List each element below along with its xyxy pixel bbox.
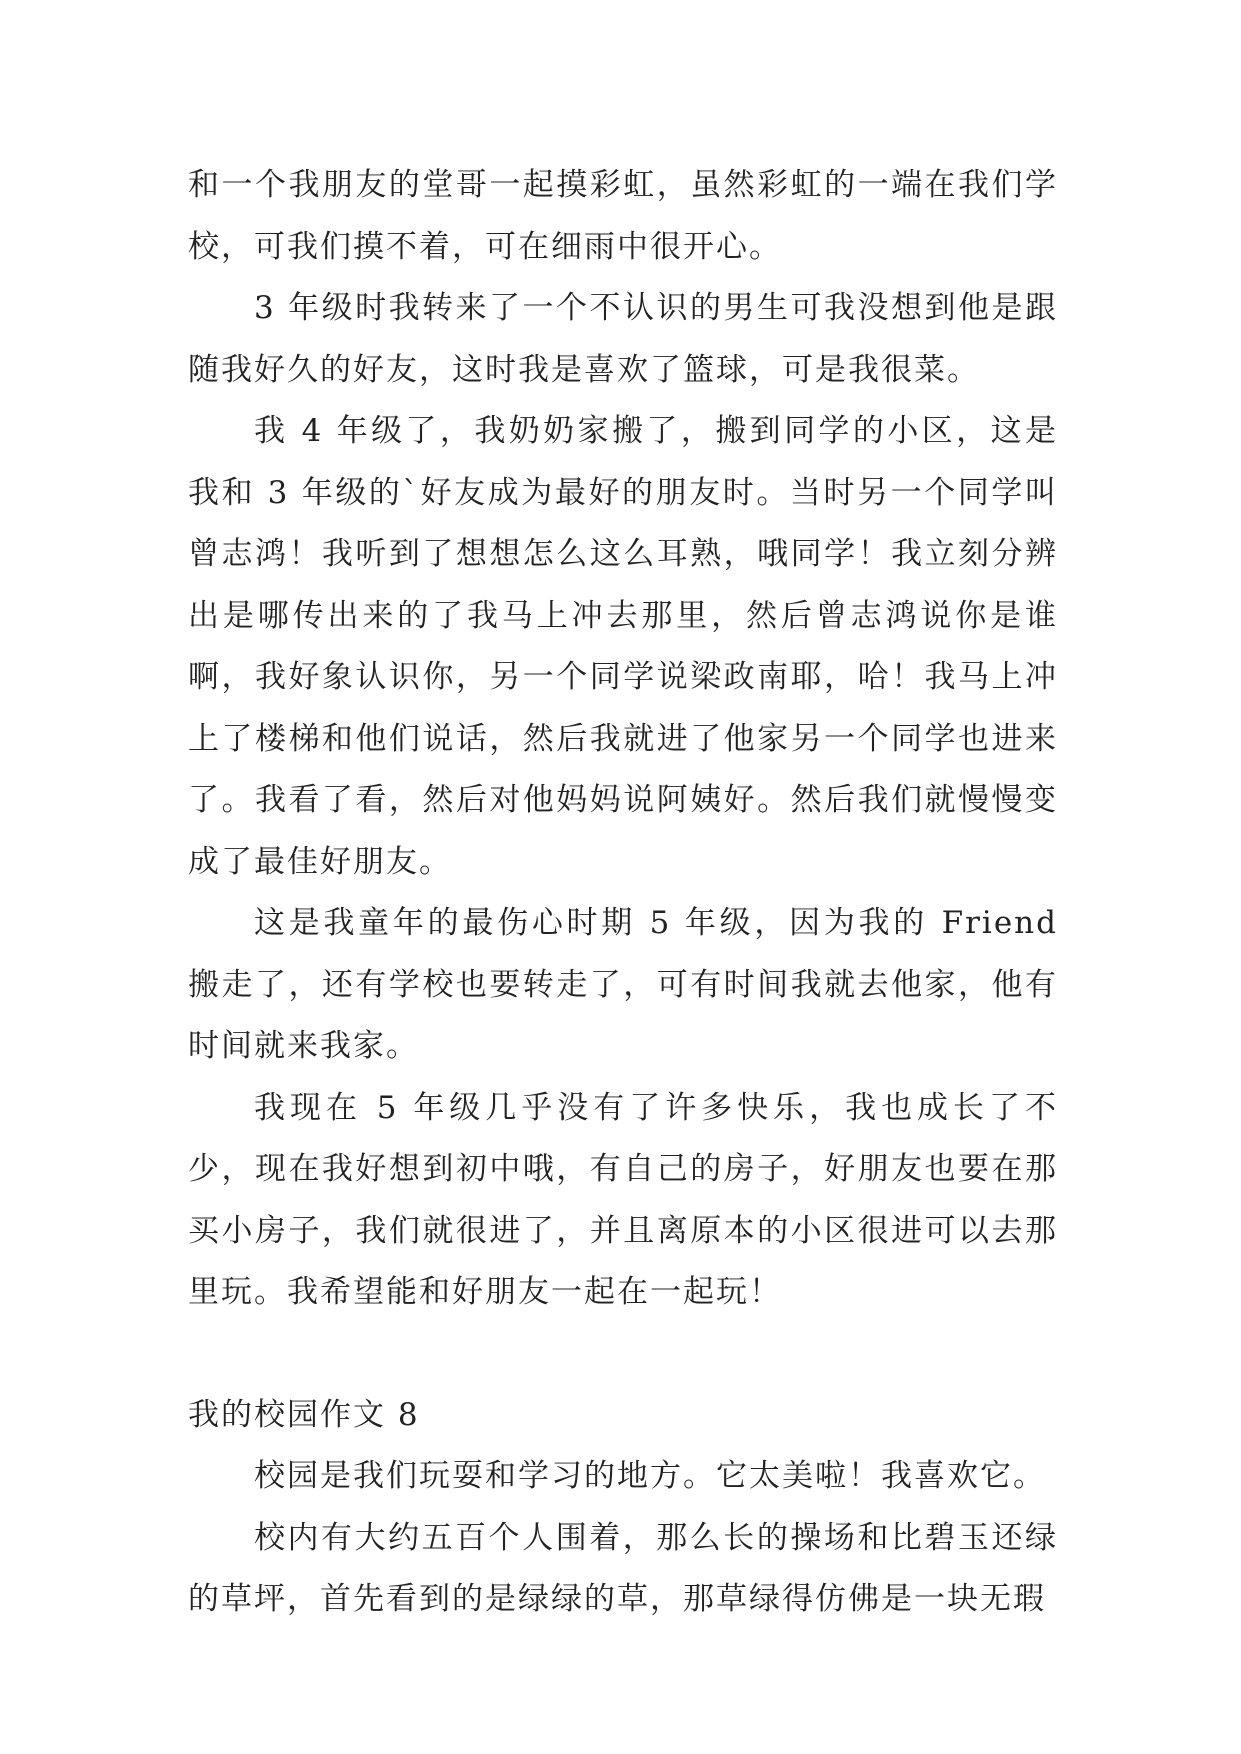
- paragraph-campus-lawn: 校内有大约五百个人围着，那么长的操场和比碧玉还绿的草坪，首先看到的是绿绿的草，那草绿得仿佛是一块无瑕: [188, 1519, 1058, 1617]
- paragraph-grade-5-now: 我现在 5 年级几乎没有了许多快乐，我也成长了不少，现在我好想到初中哦，有自己的房子，好朋友也要在那买小房子，我们就很进了，并且离原本的小区很进可以去那里玩。我希望能和好朋友一起在一起玩！: [188, 1089, 1058, 1310]
- paragraph-grade-4: 我 4 年级了，我奶奶家搬了，搬到同学的小区，这是我和 3 年级的`好友成为最好的朋友时。当时另一个同学叫曾志鸿！我听到了想想怎么这么耳熟，哦同学！我立刻分辨出是哪传出来的了我马上冲去那里，然后曾志鸿说你是谁啊，我好象认识你，另一个同学说梁政南耶，哈！我马上冲上了楼梯和他们说话，然后我就进了他家另一个同学也进来了。我看了看，然后对他妈妈说阿姨好。然后我们就慢慢变成了最佳好朋友。: [188, 413, 1058, 880]
- section-title: 我的校园作文 8: [188, 1396, 420, 1433]
- paragraph-rainbow: 和一个我朋友的堂哥一起摸彩虹，虽然彩虹的一端在我们学校，可我们摸不着，可在细雨中很开心。: [188, 167, 1058, 265]
- paragraph-grade-3: 3 年级时我转来了一个不认识的男生可我没想到他是跟随我好久的好友，这时我是喜欢了篮球，可是我很菜。: [188, 290, 1058, 388]
- document-body: [188, 155, 1058, 1631]
- paragraph-grade-5-sad: 这是我童年的最伤心时期 5 年级，因为我的 Friend 搬走了，还有学校也要转走了，可有时间我就去他家，他有时间就来我家。: [188, 905, 1058, 1064]
- paragraph-campus-intro: 校园是我们玩耍和学习的地方。它太美啦！我喜欢它。: [254, 1458, 1046, 1494]
